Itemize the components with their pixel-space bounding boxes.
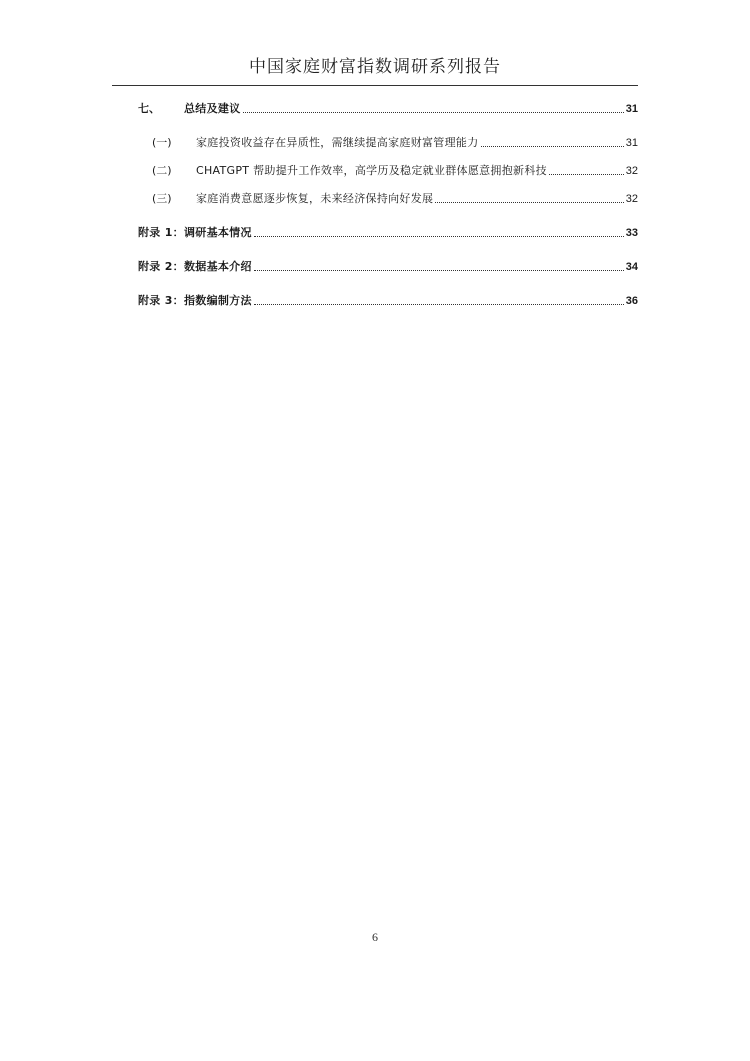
toc-entry-subsection-2[interactable] bbox=[138, 158, 638, 178]
toc-entry-appendix-3[interactable] bbox=[138, 288, 638, 308]
report-series-title: 中国家庭财富指数调研系列报告 bbox=[249, 57, 501, 77]
toc-entry-appendix-2[interactable] bbox=[138, 254, 638, 274]
toc-leader-dots bbox=[254, 304, 624, 305]
toc-entry-title: 附录 2：数据基本介绍 bbox=[138, 260, 252, 273]
toc-leader-dots bbox=[481, 146, 624, 147]
toc-entry-page: 36 bbox=[625, 295, 638, 307]
page-number: 6 bbox=[372, 930, 378, 944]
toc-entry-number: (一) bbox=[152, 136, 172, 149]
toc-entry-section-7[interactable] bbox=[138, 96, 638, 116]
header-divider bbox=[112, 85, 638, 86]
toc-entry-page: 31 bbox=[625, 103, 638, 115]
toc-entry-title: 家庭投资收益存在异质性，需继续提高家庭财富管理能力 bbox=[196, 136, 479, 149]
toc-entry-title: CHATGPT 帮助提升工作效率，高学历及稳定就业群体愿意拥抱新科技 bbox=[196, 164, 547, 177]
toc-entry-page: 31 bbox=[625, 137, 638, 149]
toc-entry-number: (三) bbox=[152, 192, 172, 205]
toc-leader-dots bbox=[435, 202, 623, 203]
toc-leader-dots bbox=[549, 174, 624, 175]
toc-leader-dots bbox=[243, 112, 624, 113]
toc-entry-title: 总结及建议 bbox=[184, 102, 241, 115]
toc-entry-page: 34 bbox=[625, 261, 638, 273]
toc-entry-page: 33 bbox=[625, 227, 638, 239]
toc-entry-subsection-1[interactable] bbox=[138, 130, 638, 150]
toc-entry-appendix-1[interactable] bbox=[138, 220, 638, 240]
toc-entry-title: 家庭消费意愿逐步恢复，未来经济保持向好发展 bbox=[196, 192, 434, 205]
toc-entry-title: 附录 1：调研基本情况 bbox=[138, 226, 252, 239]
toc-entry-number: (二) bbox=[152, 164, 172, 177]
toc-entry-title: 附录 3：指数编制方法 bbox=[138, 294, 252, 307]
toc-entry-page: 32 bbox=[625, 193, 638, 205]
toc-entry-page: 32 bbox=[625, 165, 638, 177]
toc-leader-dots bbox=[254, 270, 624, 271]
toc-entry-subsection-3[interactable] bbox=[138, 186, 638, 206]
toc-entry-number: 七、 bbox=[138, 102, 160, 115]
toc-leader-dots bbox=[254, 236, 624, 237]
